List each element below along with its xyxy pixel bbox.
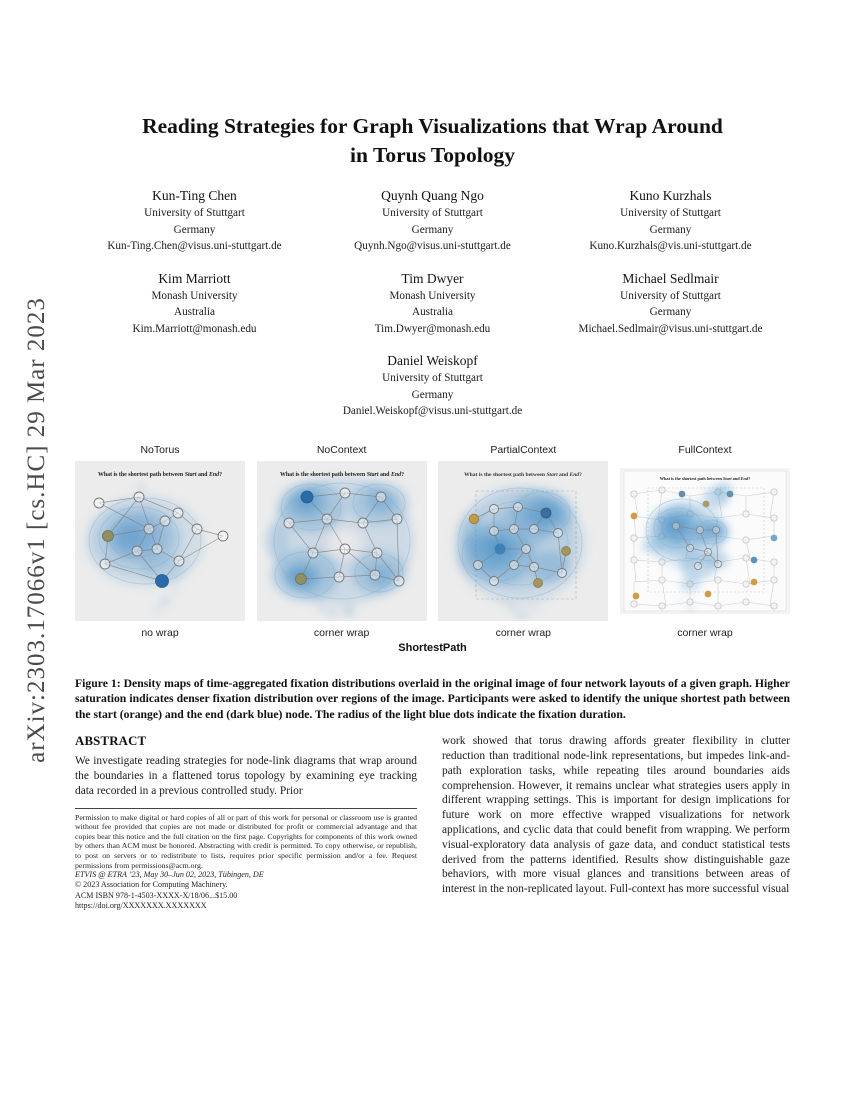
- abstract-heading: ABSTRACT: [75, 734, 147, 749]
- paper-title-line2: in Torus Topology: [350, 143, 515, 167]
- figure-wrap-labels: [75, 627, 790, 639]
- paper-title: [75, 112, 790, 170]
- author-name: Daniel Weiskopf: [387, 353, 478, 368]
- right-column-paragraph: work showed that torus drawing affords greater flexibility in clutter reduction than traditional node-link representations, but impedes link-and-path exploration tasks, while repeating tiles around boundaries aids comprehension. However, it remains unclear what strategies users apply in different wrapping settings. This is important for design implications for future work on more effective wrapped visualizations for network applications, and cyclic data that could benefit from wrapping. We perform visual-exploratory data analysis of gaze data, and conduct statistical tests derived from the patterns identified. Results show distinguishable gaze behaviors, with more visual glances and transitions between areas of interest in the non-replicated layout. Full-context has more successful visual: [442, 735, 790, 896]
- author-affiliation: Monash University: [151, 289, 238, 302]
- author-kuno-kurzhals: [552, 187, 790, 255]
- copyright-line: © 2023 Association for Computing Machinery.: [75, 880, 228, 890]
- end-node: [301, 491, 313, 503]
- author-row-3: [75, 352, 790, 420]
- start-node-copy: [633, 592, 640, 599]
- figure-1: [75, 444, 790, 723]
- author-email: Kun-Ting.Chen@visus.uni-stuttgart.de: [107, 240, 282, 252]
- panel-partialcontext: [438, 461, 608, 621]
- svg-text:What is the shortest path betw: What is the shortest path between Start and End?: [659, 475, 751, 481]
- figure-panels: [75, 461, 790, 621]
- wrap-label-fullcontext: corner wrap: [677, 626, 733, 639]
- figure-caption: [75, 676, 790, 723]
- author-email: Michael.Sedlmair@visus.uni-stuttgart.de: [578, 322, 763, 335]
- panel-title-notorus: NoTorus: [140, 443, 180, 456]
- figure-panel-titles: [75, 444, 790, 456]
- author-name: Kun-Ting Chen: [152, 188, 237, 203]
- start-node-copy: [751, 578, 758, 585]
- author-email: Quynh.Ngo@visus.uni-stuttgart.de: [354, 240, 511, 252]
- body-columns: [75, 734, 790, 911]
- start-node: [470, 514, 480, 524]
- author-affiliation: University of Stuttgart: [144, 207, 245, 219]
- author-name: Quynh Quang Ngo: [381, 188, 484, 203]
- partialcontext-density-map: [438, 461, 608, 621]
- left-column: [75, 734, 417, 911]
- author-email: Daniel.Weiskopf@visus.uni-stuttgart.de: [342, 405, 523, 417]
- author-email: Kim.Marriott@monash.edu: [132, 322, 257, 335]
- wrap-label-partialcontext: corner wrap: [495, 626, 552, 639]
- right-column: [442, 734, 790, 911]
- panel-title-fullcontext: FullContext: [678, 443, 732, 456]
- wrap-label-notorus: no wrap: [141, 626, 179, 639]
- author-country: Germany: [411, 388, 454, 401]
- author-country: Germany: [649, 223, 692, 236]
- svg-text:What is the shortest path betw: What is the shortest path between Start and End?: [464, 471, 583, 478]
- author-quynh-quang-ngo: [314, 187, 552, 255]
- author-affiliation: University of Stuttgart: [382, 207, 483, 219]
- isbn-line: ACM ISBN 978-1-4503-XXXX-X/18/06...$15.00: [75, 890, 238, 900]
- copyright-footnote: [75, 808, 417, 911]
- author-affiliation: University of Stuttgart: [620, 289, 721, 302]
- panel-title-partialcontext: PartialContext: [490, 443, 557, 456]
- end-node: [156, 574, 169, 587]
- fixation-core-node: [495, 543, 506, 554]
- author-name: Michael Sedlmair: [622, 270, 719, 286]
- author-affiliation: Monash University: [389, 289, 476, 302]
- author-affiliation: University of Stuttgart: [620, 207, 721, 219]
- conference-line: ETVIS @ ETRA ’23, May 30–Jun 02, 2023, Tübingen, DE: [75, 870, 264, 880]
- author-country: Germany: [649, 306, 692, 318]
- figure-caption-label: Figure 1:: [75, 676, 121, 690]
- author-row-2: [75, 270, 790, 338]
- panel-notorus: [75, 461, 245, 621]
- author-name: Kim Marriott: [158, 270, 231, 286]
- author-name: Tim Dwyer: [401, 270, 464, 286]
- author-michael-sedlmair: [552, 270, 790, 338]
- panel-title-nocontext: NoContext: [316, 443, 367, 456]
- author-email: Kuno.Kurzhals@vis.uni-stuttgart.de: [589, 240, 752, 252]
- start-node-copy: [631, 512, 638, 519]
- author-country: Australia: [173, 306, 215, 318]
- notorus-density-map: [75, 461, 245, 621]
- paper-title-line1: Reading Strategies for Graph Visualizations that Wrap Around: [142, 114, 723, 138]
- author-row-1: [75, 187, 790, 255]
- author-kim-marriott: [76, 270, 314, 338]
- end-node: [541, 508, 551, 518]
- abstract-paragraph: We investigate reading strategies for node-link diagrams that wrap around the boundaries in a flattened torus topology by examining eye tracking data recorded in a previous controlled study. Prior: [75, 755, 417, 797]
- doi-link[interactable]: https://doi.org/XXXXXXX.XXXXXXX: [75, 900, 207, 910]
- figure-group-label: ShortestPath: [398, 641, 467, 654]
- start-node: [295, 573, 306, 584]
- nocontext-density-map: [257, 461, 427, 621]
- author-name: Kuno Kurzhals: [629, 188, 712, 203]
- end-node-copy: [771, 534, 778, 541]
- end-node-copy: [679, 490, 686, 497]
- panel-fullcontext: [620, 468, 790, 614]
- wrap-label-nocontext: corner wrap: [313, 626, 370, 639]
- permission-text: Permission to make digital or hard copies of all or part of this work for personal or classroom use is granted without fee provided that copies are not made or distributed for profit or commercial advantage and that copies bear this notice and the full citation on the first page. Copyrights for components of this work owned by others than ACM must be honored. Abstracting with credit is permitted. To copy otherwise, or republish, to post on servers or to redistribute to lists, requires prior specific permission and/or a fee. Request permissions from permissions@acm.org.: [75, 812, 417, 870]
- author-country: Australia: [411, 306, 453, 318]
- author-tim-dwyer: [314, 270, 552, 338]
- tile-copy-node: [562, 546, 571, 555]
- author-block: [75, 187, 790, 420]
- author-daniel-weiskopf: [314, 352, 552, 420]
- author-email: Tim.Dwyer@monash.edu: [374, 322, 491, 335]
- author-country: Germany: [411, 223, 454, 236]
- figure-caption-text: Density maps of time-aggregated fixation distributions overlaid in the original image of four network layouts of a given graph. Higher saturation indicates denser fixation distribution over regions of the image. Participants were asked to identify the unique shortest path between the start (orange) and the end (dark blue) node. The radius of the light blue dots indicate the fixation duration.: [75, 676, 790, 721]
- author-kun-ting-chen: [76, 187, 314, 255]
- start-node: [103, 530, 114, 541]
- panel-nocontext: [257, 461, 427, 621]
- arxiv-watermark: arXiv:2303.17066v1 [cs.HC] 29 Mar 2023: [23, 297, 50, 763]
- start-node-copy: [705, 590, 712, 597]
- svg-text:What is the shortest path betw: What is the shortest path between Start and End?: [279, 471, 404, 478]
- fullcontext-density-map: [620, 468, 790, 614]
- svg-text:What is the shortest path betw: What is the shortest path between Start and End?: [97, 471, 223, 478]
- author-country: Germany: [173, 223, 216, 236]
- author-affiliation: University of Stuttgart: [382, 372, 483, 384]
- end-node-copy: [751, 556, 758, 563]
- tile-copy-node: [534, 578, 543, 587]
